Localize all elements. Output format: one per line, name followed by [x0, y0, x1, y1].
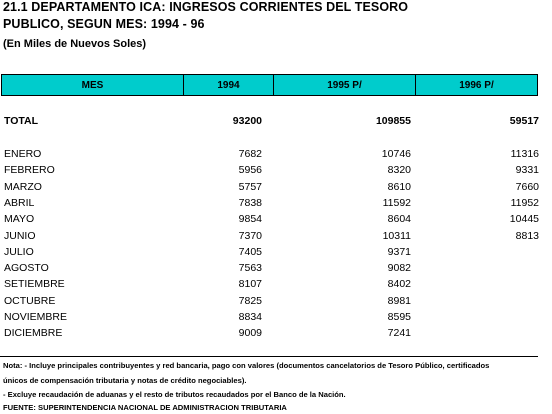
value-1995: 8595 [387, 311, 411, 323]
month-label: OCTUBRE [4, 294, 56, 307]
total-row [0, 115, 552, 131]
total-label: TOTAL [4, 115, 39, 127]
value-1995: 8610 [387, 180, 411, 193]
value-1994: 7405 [238, 245, 262, 258]
value-1994: 8107 [238, 278, 262, 291]
table-row [0, 278, 552, 294]
table-row [0, 295, 552, 311]
value-1996: 10445 [509, 213, 539, 226]
value-1994: 7563 [238, 262, 262, 275]
table-row [0, 230, 552, 246]
header-1996: 1996 P/ [459, 79, 494, 91]
value-1995: 9371 [387, 245, 411, 258]
total-1994: 93200 [232, 115, 262, 127]
table-row [0, 197, 552, 213]
month-label: SETIEMBRE [4, 278, 65, 291]
value-1995: 9082 [387, 262, 411, 275]
value-1996: 11952 [510, 196, 539, 209]
value-1995: 8320 [387, 164, 411, 177]
header-1995: 1995 P/ [274, 75, 416, 95]
table-title-line-2: PUBLICO, SEGUN MES: 1994 - 96 [3, 17, 205, 31]
value-1995: 8604 [387, 213, 411, 226]
value-1995: 10746 [381, 148, 411, 160]
value-1996: 9331 [515, 164, 539, 177]
table-row [0, 164, 552, 180]
table-row [0, 181, 552, 197]
month-label: AGOSTO [4, 262, 49, 275]
month-label: DICIEMBRE [4, 327, 63, 340]
month-label: MAYO [4, 213, 35, 226]
value-1996: 8813 [515, 229, 539, 242]
value-1994: 7682 [238, 148, 262, 160]
month-label: JULIO [4, 245, 34, 258]
value-1994: 9854 [238, 213, 262, 226]
month-label: JUNIO [4, 229, 36, 242]
value-1994: 7838 [238, 196, 262, 209]
value-1995: 8981 [387, 294, 411, 307]
table-row [0, 262, 552, 278]
table-row [0, 213, 552, 229]
month-label: ENERO [4, 148, 42, 160]
table-row [0, 311, 552, 327]
table-row [0, 246, 552, 262]
value-1995: 11592 [382, 196, 411, 209]
source-line: FUENTE: SUPERINTENDENCIA NACIONAL DE ADMINISTRACION TRIBUTARIA [3, 403, 287, 412]
table-row [0, 327, 552, 343]
table-row [0, 148, 552, 164]
value-1995: 7241 [387, 327, 411, 340]
value-1994: 5757 [238, 180, 262, 193]
value-1996: 11316 [510, 148, 539, 160]
month-label: FEBRERO [4, 164, 55, 177]
value-1994: 5956 [238, 164, 262, 177]
value-1995: 8402 [387, 278, 411, 291]
month-label: ABRIL [4, 196, 35, 209]
total-1995: 109855 [375, 115, 411, 127]
note-line-1: Nota: - Incluye principales contribuyentes y red bancaria, pago con valores (documentos cancelatorios de Tesoro Público, certificados [3, 361, 490, 370]
table-subtitle: (En Miles de Nuevos Soles) [3, 38, 147, 50]
value-1995: 10311 [382, 229, 411, 242]
month-label: NOVIEMBRE [4, 311, 68, 323]
header-1994: 1994 [184, 75, 274, 95]
value-1994: 7825 [238, 294, 262, 307]
month-label: MARZO [4, 180, 42, 193]
table-title-line-1: 21.1 DEPARTAMENTO ICA: INGRESOS CORRIENTES DEL TESORO [3, 0, 409, 14]
table-header [1, 74, 538, 96]
bottom-rule [0, 356, 538, 357]
total-1996: 59517 [509, 115, 539, 127]
value-1994: 7370 [238, 229, 262, 242]
value-1994: 9009 [238, 327, 262, 340]
value-1996: 7660 [515, 180, 539, 193]
header-mes: MES [2, 75, 184, 95]
value-1994: 8834 [238, 311, 262, 323]
note-line-2: únicos de compensación tributaria y notas de crédito negociables). [3, 376, 247, 385]
note-line-3: - Excluye recaudación de aduanas y el resto de tributos recaudados por el Banco de la Nación. [3, 390, 346, 399]
